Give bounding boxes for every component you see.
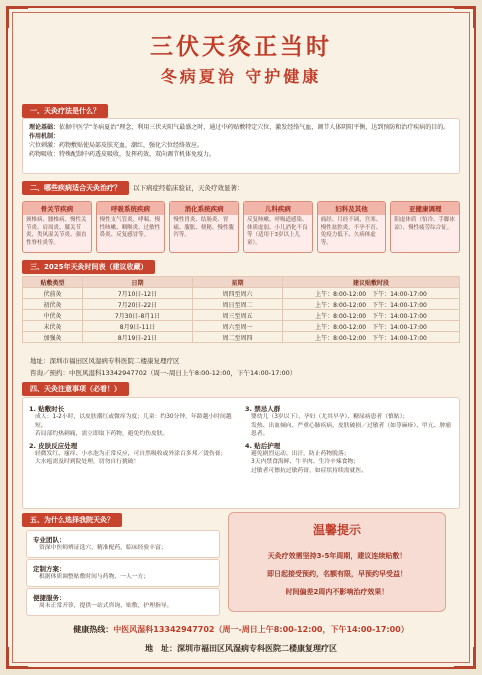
section5-header — [22, 513, 122, 527]
precaution-item: 3天内禁食海鲜、牛羊肉、生冷辛辣食物； — [251, 459, 360, 465]
poster-subtitle: 冬病夏治 守护健康 — [160, 67, 322, 86]
table-row — [23, 299, 460, 310]
section1-body — [22, 118, 460, 174]
reason-box — [26, 588, 220, 616]
card-text: 阳虚体质（怕冷、手脚冰凉）、慢性疲劳综合征。 — [394, 217, 455, 231]
card-text: 反复咳嗽、呼吸道感染、体质虚弱、小儿消化不良等（适用于3岁以上儿童）。 — [247, 217, 308, 246]
table-cell: 初伏灸 — [23, 299, 83, 310]
table-row — [23, 332, 460, 343]
section4-header — [22, 382, 129, 396]
precaution-item: 若局部灼热刺痛，需立即取下药物，避免灼伤皮肤。 — [35, 431, 169, 437]
table-cell: 中伏灸 — [23, 310, 83, 321]
precaution-heading: 1. 贴敷时长 — [29, 405, 65, 413]
poster-title: 三伏天灸正当时 — [150, 34, 332, 60]
corner-ornament-top-right — [454, 6, 476, 28]
table-cell: 上午：8:00-12:00 下午：14:00-17:00 — [283, 332, 460, 343]
card-title: 消化系统疾病 — [170, 202, 238, 215]
footer-phone — [0, 624, 482, 635]
reason-heading: 定制方案： — [33, 565, 66, 573]
section1-label: 一、天灸疗法是什么？ — [22, 104, 108, 118]
table-cell: 上午：8:00-12:00 下午：14:00-17:00 — [283, 321, 460, 332]
precautions-left — [29, 404, 237, 502]
mechanism-1: 穴位刺激：药物敷贴使局部皮肤充血，潮红，强化穴位经络效应。 — [29, 142, 204, 149]
table-cell: 伏前灸 — [23, 288, 83, 299]
table-header-row — [23, 277, 460, 288]
table-cell: 加强灸 — [23, 332, 83, 343]
precaution-item: 发热、出血倾向、严重心肺疾病、皮肤破损／过敏者（如荨麻疹）、甲亢、肿瘤患者。 — [251, 422, 451, 437]
mechanism-2: 药物吸收：特殊配制中药透皮吸收，发挥药效，双向调节机体免疫力。 — [29, 151, 216, 158]
card-title: 骨关节疾病 — [23, 202, 91, 215]
card-title: 儿科疾病 — [244, 202, 312, 215]
reason-heading: 专业团队： — [33, 536, 66, 544]
section3-label: 三、2025年天灸时间表（建议收藏） — [22, 260, 155, 274]
table-cell: 7月10日-12日 — [83, 288, 193, 299]
table-row — [23, 321, 460, 332]
column-header: 日期 — [83, 277, 193, 288]
precaution-item: 避免剧烈运动、出汗，防止药物脱落； — [251, 450, 350, 457]
disease-card — [243, 201, 313, 253]
precautions-right — [245, 404, 453, 502]
table-cell: 7月30日-8月1日 — [83, 310, 193, 321]
warm-tips-box — [228, 512, 446, 612]
column-header: 建议贴敷时段 — [283, 277, 460, 288]
section2-note: 以下病症经临床验证，天灸疗效显著： — [133, 184, 244, 192]
corner-ornament-top-left — [6, 6, 28, 28]
card-text: 慢性支气管炎、哮喘、慢性咳嗽、咽喉炎、过敏性鼻炎、反复感冒等。 — [99, 217, 161, 238]
section3-header — [22, 260, 155, 274]
card-text: 慢性胃炎、结肠炎、胃痛、腹胀、便秘、慢性腹泻等。 — [173, 217, 234, 238]
card-title: 妇科及其他 — [318, 202, 386, 215]
table-cell: 8月19日-21日 — [83, 332, 193, 343]
precaution-heading: 4. 贴后护理 — [245, 441, 281, 450]
warm-tip-line: 即日起接受预约，名额有限，早预约早受益！ — [267, 570, 407, 578]
schedule-address: 地址：深圳市福田区风湿病专科医院二楼康复理疗区 — [30, 357, 180, 365]
precaution-item: 过敏者可擦抗过敏药膏，如症状持续需就医。 — [251, 467, 367, 474]
table-cell: 周二至周四 — [193, 332, 283, 343]
card-text: 颈椎病、腰椎病、慢性关节炎、肩周炎、膝关节炎、类风湿关节炎、强直性脊柱炎等。 — [26, 217, 87, 246]
table-cell: 周六至周一 — [193, 321, 283, 332]
warm-tip-line: 时间偏差2周内不影响治疗效果！ — [285, 588, 389, 596]
reason-text: 资深中医师辨证选穴，精准配药，临床经验丰富； — [39, 545, 167, 551]
disease-card — [22, 201, 92, 253]
warm-tips-title: 温馨提示 — [312, 523, 361, 537]
column-header: 贴敷类型 — [23, 277, 83, 288]
mechanism-label: 作用机制： — [29, 133, 60, 140]
schedule-table — [22, 276, 460, 343]
reason-text: 根据体质调整贴敷时间与药物，一人一方； — [39, 574, 150, 580]
card-title: 亚健康调理 — [391, 202, 459, 215]
schedule-table-wrap — [22, 276, 460, 343]
section2-header — [22, 181, 244, 195]
precaution-item: 大水疱需及时到院处理，切勿自行挑破！ — [35, 459, 140, 465]
footer-phone-number[interactable]: 中医风湿科13342947702（周一-周日上午8:00-12:00，下午14:00-17:00） — [113, 625, 409, 634]
precaution-item: 成人：1-2小时，以皮肤潮红或微痒为度；儿童：约30分钟，年龄越小时间越短。 — [35, 414, 232, 429]
disease-card — [317, 201, 387, 253]
table-cell: 周日至周二 — [193, 299, 283, 310]
card-text: 痛经、月经不调、宫寒、慢性盆腔炎、不孕不育、免疫力低下、久病体虚等。 — [320, 217, 382, 246]
precaution-heading: 3. 禁忌人群 — [245, 405, 281, 413]
reason-text: 周末正常开诊，提供一站式咨询、贴敷、护理指导。 — [39, 603, 173, 609]
section4-label: 四、天灸注意事项（必看！） — [22, 382, 129, 396]
table-row — [23, 288, 460, 299]
card-title: 呼吸系统疾病 — [97, 202, 165, 215]
table-cell: 末伏灸 — [23, 321, 83, 332]
table-cell: 周四至周六 — [193, 288, 283, 299]
precaution-item: 婴幼儿（3岁以下）、孕妇（尤其早孕）、糖尿病患者（慎贴）； — [251, 414, 409, 420]
column-header: 星期 — [193, 277, 283, 288]
footer-address — [0, 643, 482, 654]
section2-label: 二、哪些疾病适合天灸治疗？ — [22, 181, 129, 195]
reason-heading: 便捷服务： — [33, 594, 66, 602]
reason-box — [26, 559, 220, 587]
section5-label: 五、为什么选择我院天灸？ — [22, 513, 122, 527]
theory-text: 依据中医学“冬病夏治”理念，利用三伏天阳气最盛之时，通过中药贴敷特定穴位，激发经络气血，调节人体阴阳平衡，达到预防和治疗疾病的目的。 — [59, 124, 450, 131]
section1-header — [22, 104, 108, 118]
precaution-item: 轻微发红、瘙痒、小水泡为正常反应，可自然吸收或外涂百多邦／烫伤膏； — [35, 450, 227, 457]
warm-tip-line: 天灸疗效需坚持3-5年周期，建议连续贴敷！ — [267, 552, 407, 560]
table-cell: 上午：8:00-12:00 下午：14:00-17:00 — [283, 310, 460, 321]
table-row — [23, 310, 460, 321]
table-cell: 7月20日-22日 — [83, 299, 193, 310]
table-cell: 8月9日-11日 — [83, 321, 193, 332]
reason-box — [26, 530, 220, 558]
precautions-box — [22, 397, 460, 509]
footer-phone-label: 健康热线： — [73, 625, 114, 634]
table-cell: 上午：8:00-12:00 下午：14:00-17:00 — [283, 299, 460, 310]
disease-card — [390, 201, 460, 253]
schedule-phone[interactable]: 咨询／预约：中医风湿科13342947702（周一-周日上午8:00-12:00，下午14:00-17:00） — [30, 369, 297, 377]
theory-label: 理论基础： — [29, 124, 60, 131]
precaution-heading: 2. 皮肤反应处理 — [29, 441, 78, 450]
footer-address-label: 地 址： — [145, 644, 177, 653]
footer-address-text: 深圳市福田区风湿病专科医院二楼康复理疗区 — [177, 644, 337, 653]
table-cell: 上午：8:00-12:00 下午：14:00-17:00 — [283, 288, 460, 299]
table-cell: 周三至周五 — [193, 310, 283, 321]
disease-card — [96, 201, 166, 253]
disease-cards — [22, 201, 460, 253]
disease-card — [169, 201, 239, 253]
